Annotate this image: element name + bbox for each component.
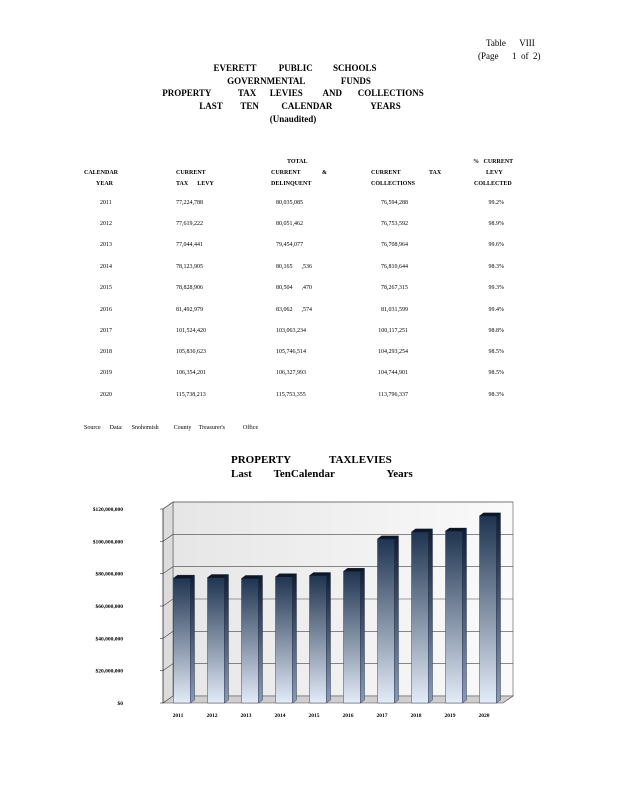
bar-2014: [276, 574, 297, 703]
cell-total-delinquent: 106,327,993: [276, 370, 306, 376]
header-calendar: CALENDAR: [84, 170, 119, 176]
y-tick-label: $40,000,000: [95, 636, 123, 643]
bar-top: [344, 568, 365, 571]
bar-2018: [412, 529, 433, 703]
source-note: Source Data: Snohomish County Treasurer's Office: [84, 425, 259, 431]
cell-year: 2016: [100, 307, 112, 313]
y-tick-label: $120,000,000: [92, 507, 123, 513]
cell-pct-collected: 98.3%: [488, 264, 504, 270]
bar-side: [361, 568, 365, 703]
x-tick-label: 2018: [410, 713, 422, 719]
cell-collections: 78,267,315: [381, 285, 408, 291]
header-current: CURRENT: [176, 170, 206, 176]
header-collected: COLLECTED: [474, 181, 512, 187]
bar-2019: [446, 528, 467, 703]
cell-year: 2014: [100, 264, 112, 270]
bar-side: [463, 528, 467, 703]
bar-front: [412, 532, 429, 703]
bar-side: [327, 573, 331, 703]
cell-collections: 76,708,964: [381, 242, 408, 248]
bar-side: [429, 529, 433, 703]
bar-front: [378, 539, 395, 703]
cell-tax-levy: 106,354,201: [176, 370, 206, 376]
header-year: YEAR: [96, 181, 114, 187]
bar-side: [395, 536, 399, 703]
table-number: Table VIII: [486, 38, 535, 48]
bar-front: [310, 576, 327, 703]
bar-side: [293, 574, 297, 703]
header-total-current: CURRENT: [271, 170, 301, 176]
bar-side: [259, 575, 263, 703]
cell-pct-collected: 98.3%: [488, 392, 504, 398]
bar-front: [446, 531, 463, 703]
bar-side: [497, 513, 501, 703]
bar-front: [480, 516, 497, 703]
bar-top: [276, 574, 297, 577]
cell-year: 2011: [100, 200, 112, 206]
cell-total-delinquent: 103,063,234: [276, 328, 306, 334]
y-tick-label: $0: [117, 701, 123, 707]
cell-collections: 76,594,288: [381, 200, 408, 206]
bar-top: [412, 529, 433, 532]
x-tick-label: 2017: [376, 713, 388, 719]
bar-2017: [378, 536, 399, 703]
y-tick-label: $20,000,000: [95, 668, 123, 675]
x-tick-label: 2014: [274, 713, 286, 719]
cell-tax-levy: 105,830,623: [176, 349, 206, 355]
cell-tax-levy: 77,044,441: [176, 242, 203, 248]
bar-front: [208, 578, 225, 703]
header-total: TOTAL: [287, 159, 308, 165]
x-tick-label: 2016: [342, 713, 354, 719]
cell-year: 2019: [100, 370, 112, 376]
cell-year: 2018: [100, 349, 112, 355]
cell-collections: 81,031,599: [381, 307, 408, 313]
x-tick-label: 2019: [444, 713, 456, 719]
y-tick-label: $80,000,000: [95, 571, 123, 578]
x-axis-tick-labels: [173, 713, 490, 719]
page-indicator: (Page 1 of 2): [478, 51, 541, 61]
title-line-2: GOVERNMENTAL FUNDS: [227, 76, 371, 86]
cell-collections: 104,744,901: [378, 370, 408, 376]
bar-top: [208, 575, 229, 578]
header-ampersand: &: [322, 170, 327, 176]
y-tick-label: $60,000,000: [95, 604, 123, 610]
bar-2020: [480, 513, 501, 703]
bar-top: [242, 575, 263, 578]
cell-pct-collected: 98.9%: [488, 221, 504, 227]
bar-side: [225, 575, 229, 703]
bar-top: [446, 528, 467, 531]
x-tick-label: 2020: [478, 713, 490, 719]
cell-tax-levy: 78,123,905: [176, 264, 203, 270]
title-line-5: (Unaudited): [269, 114, 317, 124]
cell-pct-collected: 99.4%: [488, 307, 504, 313]
header-tax-levy: TAX LEVY: [176, 181, 214, 187]
cell-pct-collected: 98.5%: [488, 349, 504, 355]
cell-total-delinquent: 115,753,355: [276, 392, 306, 398]
cell-pct-collected: 99.6%: [488, 242, 504, 248]
x-tick-label: 2015: [308, 713, 320, 719]
bar-2015: [310, 573, 331, 703]
header-pct-current: % CURRENT: [473, 159, 514, 165]
bar-top: [480, 513, 501, 516]
cell-collections: 76,810,644: [381, 264, 408, 270]
cell-total-delinquent: 80,504 ,470: [276, 285, 312, 291]
chart-title-line-1: PROPERTY TAXLEVIES: [231, 454, 392, 466]
bar-2011: [174, 575, 195, 703]
chart-title-line-2: Last TenCalendar Years: [231, 468, 413, 480]
bar-front: [344, 571, 361, 703]
x-tick-label: 2012: [206, 713, 218, 719]
cell-year: 2013: [100, 242, 112, 248]
cell-collections: 104,293,254: [378, 349, 408, 355]
cell-pct-collected: 98.5%: [488, 370, 504, 376]
bar-2013: [242, 575, 263, 703]
y-tick-label: $100,000,000: [92, 539, 123, 546]
title-line-1: EVERETT PUBLIC SCHOOLS: [213, 63, 377, 73]
title-line-3: PROPERTY TAX LEVIES AND COLLECTIONS: [162, 88, 424, 98]
bar-side: [191, 575, 195, 703]
cell-pct-collected: 98.8%: [488, 328, 504, 334]
cell-collections: 113,796,337: [378, 392, 408, 398]
cell-year: 2017: [100, 328, 112, 334]
cell-tax-levy: 115,738,213: [176, 392, 206, 398]
x-tick-label: 2013: [240, 713, 252, 719]
cell-year: 2020: [100, 392, 112, 398]
cell-total-delinquent: 80,165 ,536: [276, 264, 312, 270]
cell-total-delinquent: 80,035,085: [276, 200, 303, 206]
cell-tax-levy: 101,524,420: [176, 328, 206, 334]
header-collections: COLLECTIONS: [371, 181, 416, 187]
cell-total-delinquent: 79,454,077: [276, 242, 303, 248]
header-current-tax: CURRENT TAX: [371, 170, 442, 176]
cell-tax-levy: 77,224,788: [176, 200, 203, 206]
cell-pct-collected: 99.2%: [488, 200, 504, 206]
bar-front: [174, 578, 191, 703]
cell-pct-collected: 99.3%: [488, 285, 504, 291]
header-delinquent: DELINQUENT: [271, 181, 312, 187]
cell-total-delinquent: 105,746,514: [276, 349, 306, 355]
bar-top: [310, 573, 331, 576]
cell-tax-levy: 81,492,979: [176, 307, 203, 313]
y-axis-tick-labels: [93, 506, 163, 707]
bar-2016: [344, 568, 365, 703]
x-tick-label: 2011: [172, 713, 184, 719]
cell-year: 2012: [100, 221, 112, 227]
bar-front: [276, 577, 293, 703]
title-line-4: LAST TEN CALENDAR YEARS: [199, 101, 401, 111]
cell-tax-levy: 77,619,222: [176, 221, 203, 227]
bar-top: [174, 575, 195, 578]
cell-collections: 100,117,251: [378, 328, 408, 334]
cell-collections: 76,753,592: [381, 221, 408, 227]
cell-tax-levy: 78,828,906: [176, 285, 203, 291]
cell-total-delinquent: 83,062 ,574: [276, 307, 312, 313]
bar-top: [378, 536, 399, 539]
bar-2012: [208, 575, 229, 703]
bar-front: [242, 578, 259, 703]
header-levy: LEVY: [486, 170, 503, 176]
cell-total-delinquent: 80,051,462: [276, 221, 303, 227]
cell-year: 2015: [100, 285, 112, 291]
